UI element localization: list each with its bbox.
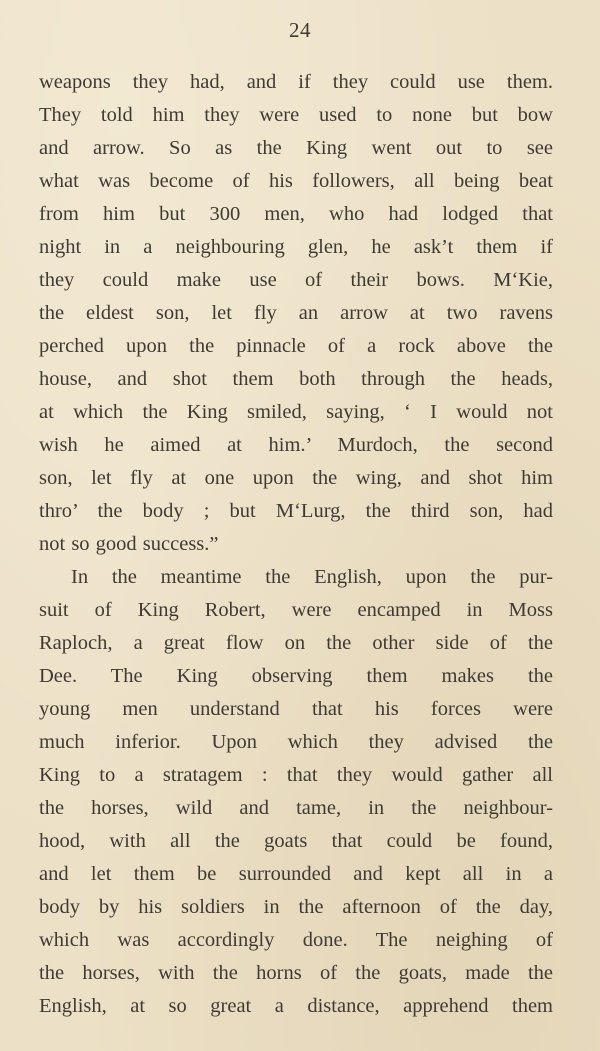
text-line: In the meantime the English, upon the pur- xyxy=(71,566,553,588)
text-line: King to a stratagem : that they would gather all xyxy=(39,764,553,786)
text-line: wish he aimed at him.’ Murdoch, the second xyxy=(39,434,553,456)
text-line: and let them be surrounded and kept all in a xyxy=(39,863,553,885)
text-line: English, at so great a distance, apprehend them xyxy=(39,995,553,1017)
text-line: not so good success.” xyxy=(39,533,219,555)
text-line: the horses, wild and tame, in the neighbour- xyxy=(39,797,553,819)
text-line: body by his soldiers in the afternoon of the day, xyxy=(39,896,553,918)
text-line: Dee. The King observing them makes the xyxy=(39,665,553,687)
text-line: Raploch, a great flow on the other side of the xyxy=(39,632,553,654)
text-line: they could make use of their bows. M‘Kie, xyxy=(39,269,553,291)
text-line: thro’ the body ; but M‘Lurg, the third son, had xyxy=(39,500,553,522)
paragraph-1 xyxy=(39,66,553,561)
paragraph-2 xyxy=(39,561,553,1023)
text-line: what was become of his followers, all being beat xyxy=(39,170,553,192)
text-line: house, and shot them both through the heads, xyxy=(39,368,553,390)
text-line: son, let fly at one upon the wing, and shot him xyxy=(39,467,553,489)
text-line: which was accordingly done. The neighing of xyxy=(39,929,553,951)
text-line: weapons they had, and if they could use them. xyxy=(39,71,553,93)
text-line: hood, with all the goats that could be found, xyxy=(39,830,553,852)
text-line: night in a neighbouring glen, he ask’t them if xyxy=(39,236,553,258)
text-line: young men understand that his forces were xyxy=(39,698,553,720)
text-line: at which the King smiled, saying, ‘ I would not xyxy=(39,401,553,423)
text-line: and arrow. So as the King went out to see xyxy=(39,137,553,159)
text-line: from him but 300 men, who had lodged that xyxy=(39,203,553,225)
text-line: the horses, with the horns of the goats, made the xyxy=(39,962,553,984)
body-text xyxy=(39,66,553,1023)
text-line: much inferior. Upon which they advised the xyxy=(39,731,553,753)
text-line: perched upon the pinnacle of a rock above the xyxy=(39,335,553,357)
text-line: suit of King Robert, were encamped in Moss xyxy=(39,599,553,621)
text-line: the eldest son, let fly an arrow at two ravens xyxy=(39,302,553,324)
text-line: They told him they were used to none but bow xyxy=(39,104,553,126)
page-number: 24 xyxy=(289,18,311,42)
